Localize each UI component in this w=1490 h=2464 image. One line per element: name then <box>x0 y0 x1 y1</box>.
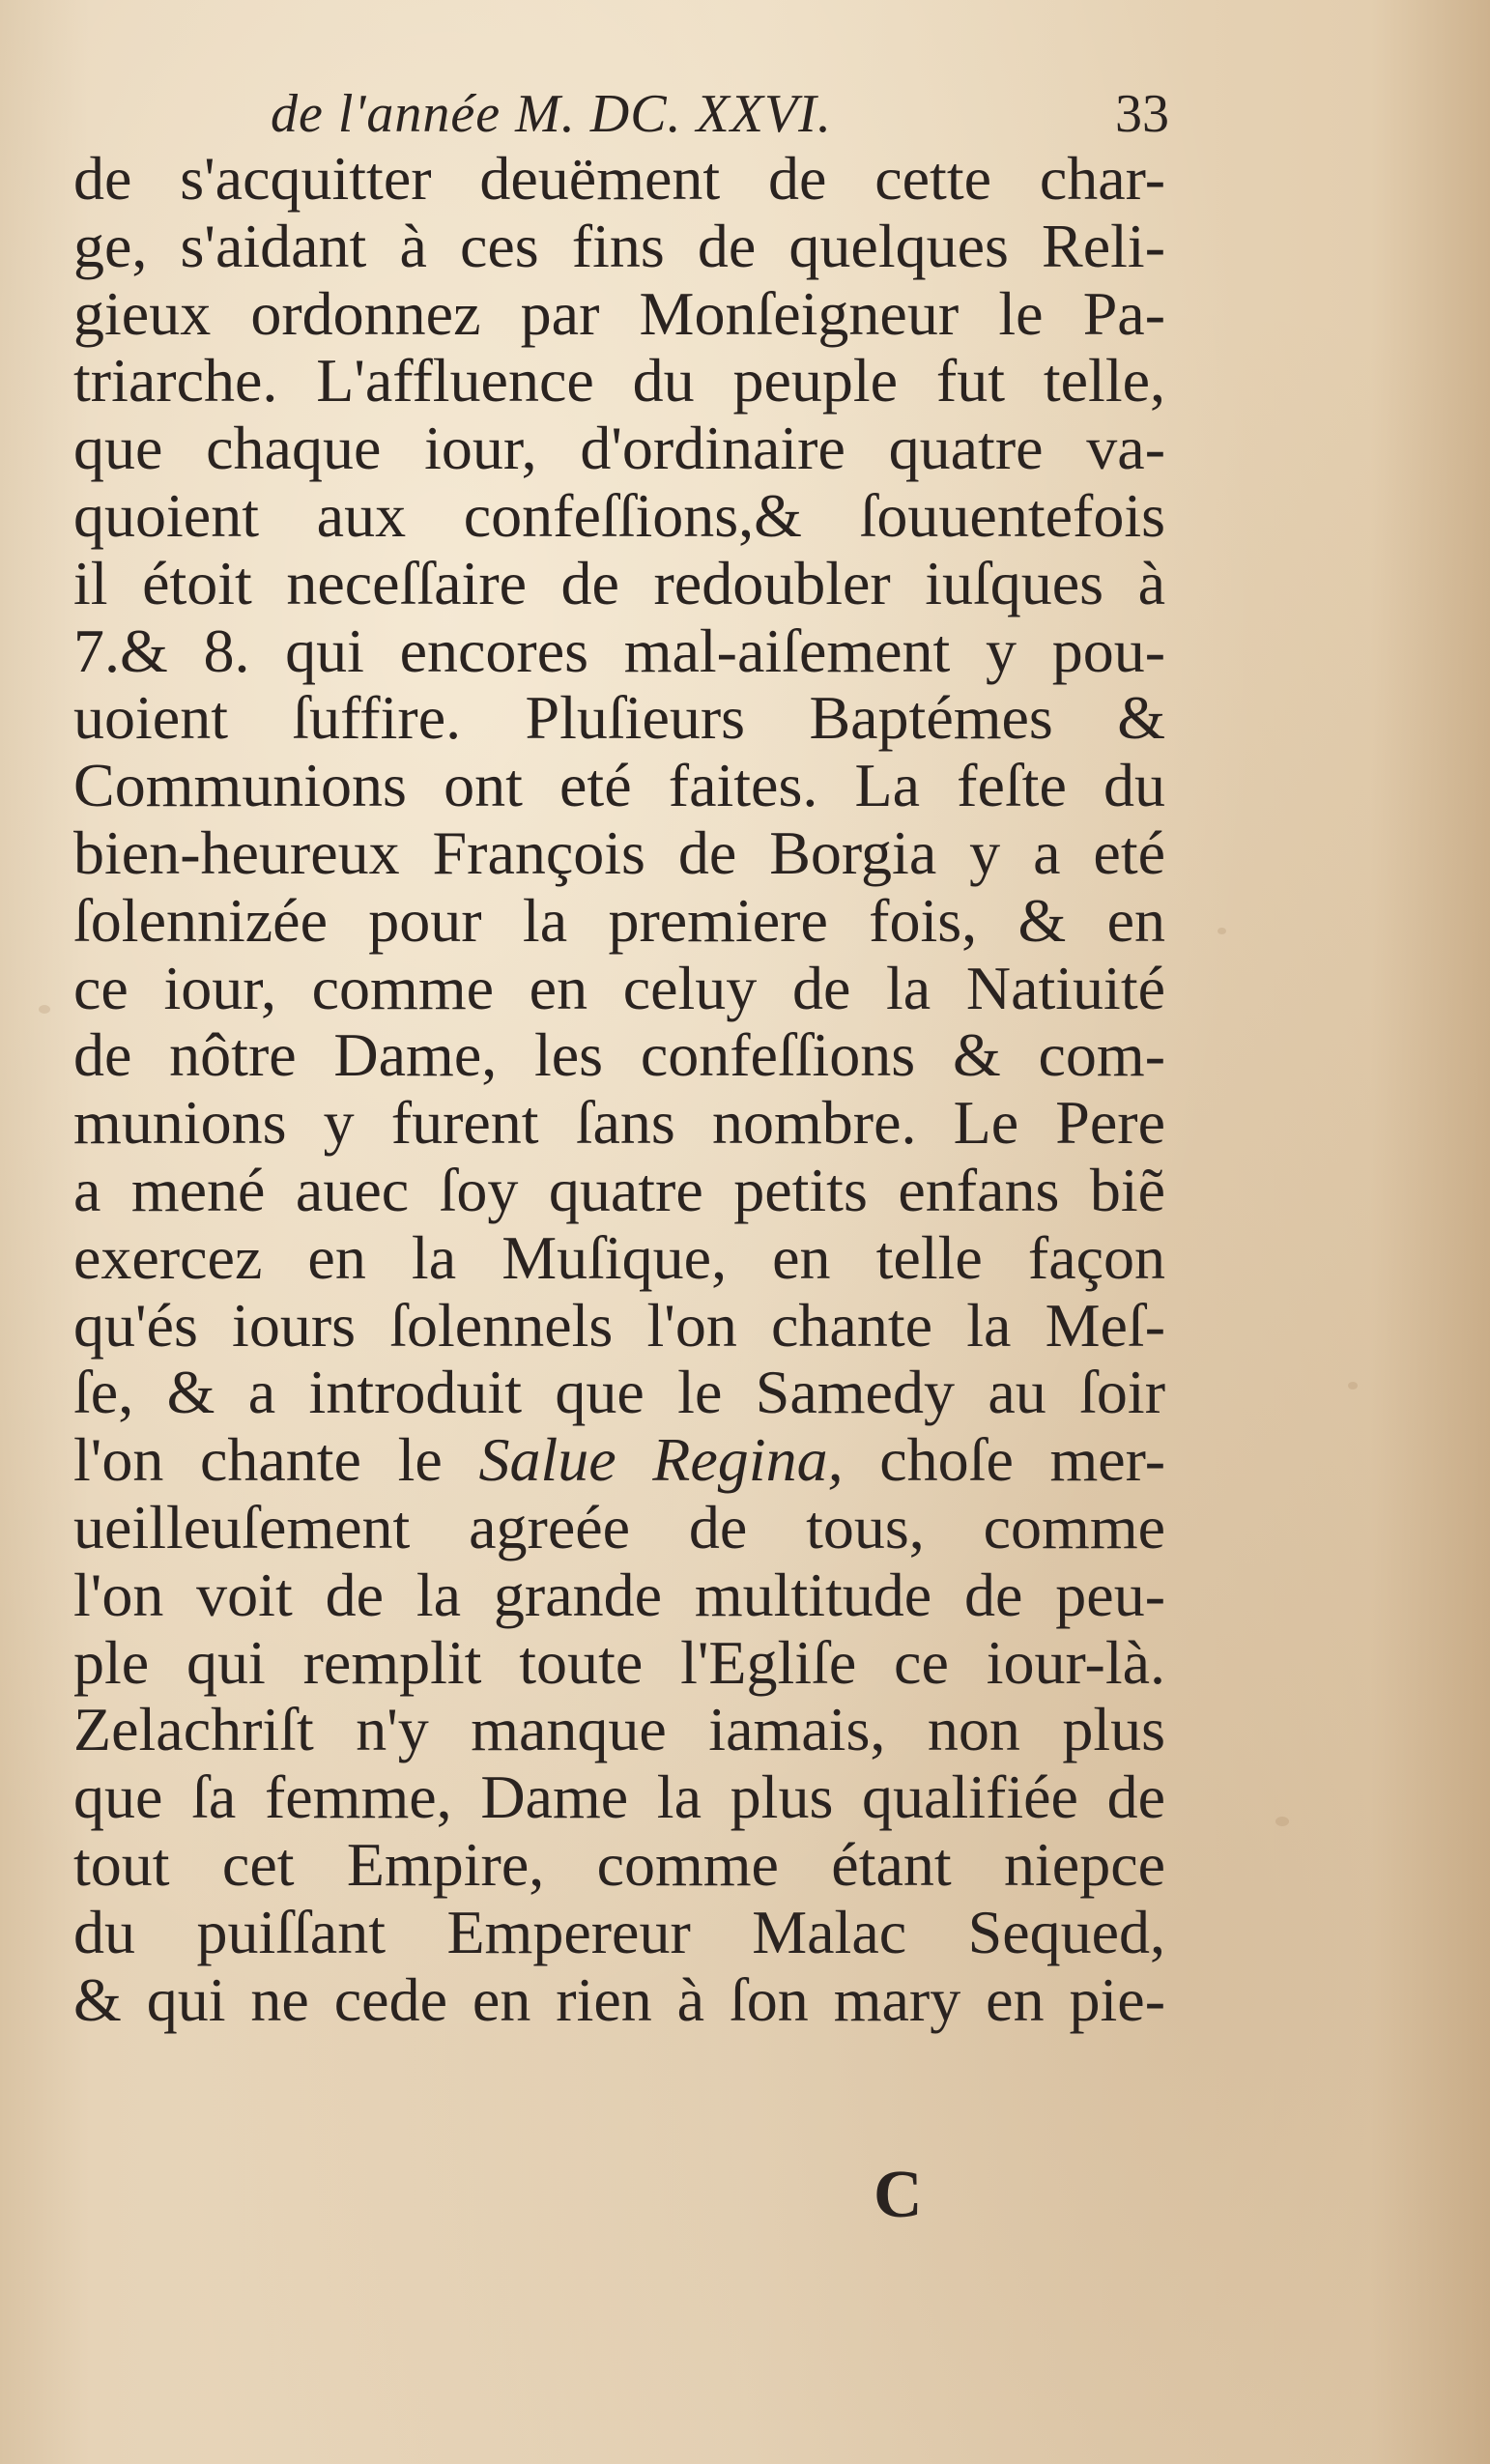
italic-phrase-salue-regina: Salue Regina, <box>478 1425 844 1495</box>
text-segment: choſe mer- <box>879 1425 1166 1495</box>
text-line: qu'és iours ſolennels l'on chante la Meſ- <box>73 1290 1165 1360</box>
text-line: ueilleuſement agreée de tous, comme <box>73 1492 1165 1561</box>
text-line: a mené auec ſoy quatre petits enfans biẽ <box>73 1155 1165 1224</box>
paper-stain <box>1218 928 1226 934</box>
signature-mark: C <box>874 2158 923 2232</box>
text-line: quoient aux confeſſions,& ſouuentefois <box>73 480 1165 550</box>
text-line: uoient ſuffire. Pluſieurs Baptémes & <box>73 683 1165 753</box>
text-line: ce iour, comme en celuy de la Natiuité <box>73 953 1165 1022</box>
text-line: ple qui remplit toute l'Egliſe ce iour-là. <box>73 1627 1165 1697</box>
text-line: exercez en la Muſique, en telle façon <box>73 1222 1165 1292</box>
text-line: il étoit neceſſaire de redoubler iuſques à <box>73 548 1165 617</box>
text-line: bien-heureux François de Borgia y a eté <box>73 817 1165 887</box>
running-head: de l'année M. DC. XXVI. <box>271 84 832 144</box>
text-segment: l'on chante le <box>73 1425 443 1495</box>
text-line: que ſa femme, Dame la plus qualifiée de <box>73 1762 1165 1832</box>
text-line: que chaque iour, d'ordinaire quatre va- <box>73 414 1165 483</box>
text-line: Zelachriſt n'y manque iamais, non plus <box>73 1695 1165 1764</box>
text-line: ge, s'aidant à ces fins de quelques Reli- <box>73 211 1165 280</box>
text-line: Communions ont eté faites. La feſte du <box>73 751 1165 820</box>
text-line-with-italic <box>73 1426 1165 1494</box>
text-line: de nôtre Dame, les confeſſions & com- <box>73 1020 1165 1090</box>
text-line: ſolennizée pour la premiere fois, & en <box>73 885 1165 955</box>
text-line: 7.& 8. qui encores mal-aiſement y pou- <box>73 616 1165 685</box>
text-line: triarche. L'affluence du peuple fut telle, <box>73 346 1165 415</box>
text-line: l'on voit de la grande multitude de peu- <box>73 1560 1165 1629</box>
text-line: ſe, & a introduit que le Samedy au ſoir <box>73 1358 1165 1427</box>
page-number: 33 <box>1115 84 1169 144</box>
text-line: & qui ne cede en rien à ſon mary en pie- <box>73 1964 1165 2034</box>
text-line: du puiſſant Empereur Malac Sequed, <box>73 1897 1165 1966</box>
text-line: gieux ordonnez par Monſeigneur le Pa- <box>73 278 1165 348</box>
text-line: de s'acquitter deuëment de cette char- <box>73 144 1165 213</box>
body-text <box>73 145 1165 2033</box>
text-line: munions y furent ſans nombre. Le Pere <box>73 1088 1165 1158</box>
text-line: tout cet Empire, comme étant niepce <box>73 1829 1165 1899</box>
page-header <box>271 75 1169 153</box>
paper-stain <box>1348 1382 1358 1390</box>
paper-stain <box>39 1005 50 1014</box>
paper-stain <box>1275 1817 1289 1826</box>
